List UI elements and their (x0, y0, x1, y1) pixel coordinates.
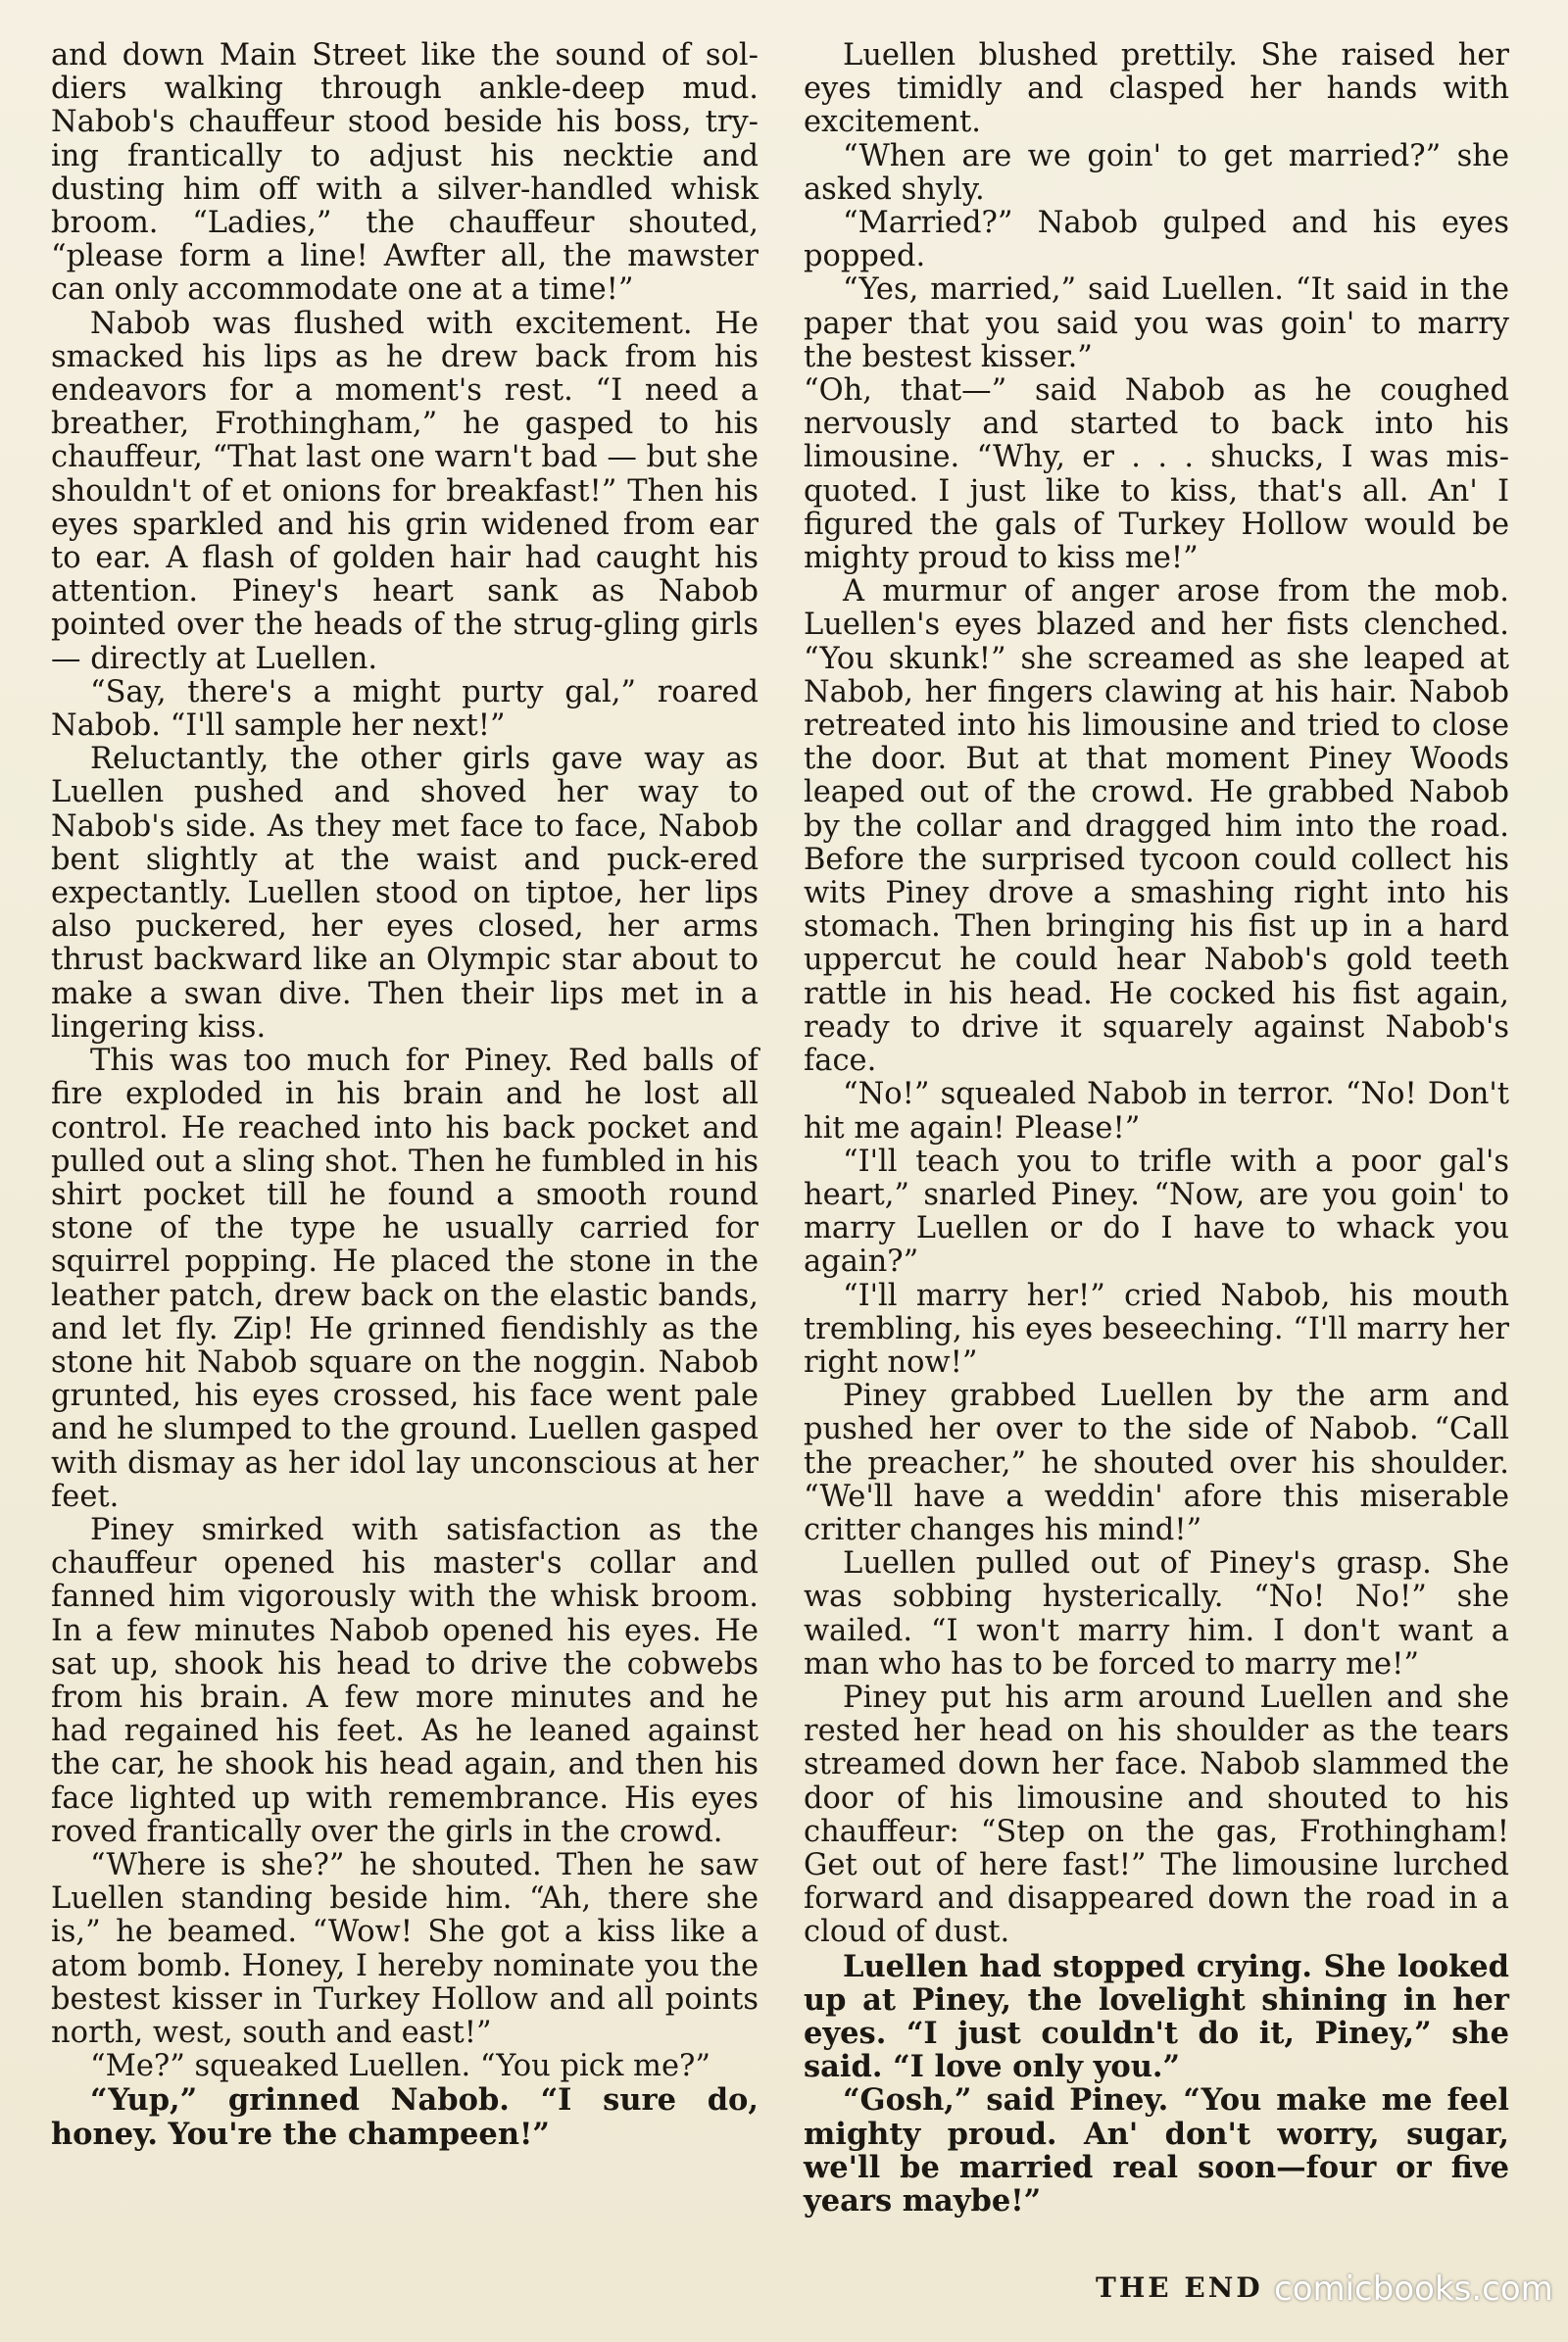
paragraph: “Oh, that—” said Nabob as he coughed nervously and started to back into his limousine. “Why, er . . . shucks, I was mis-quoted. I just like to kiss, that's all. An' I figured the gals of Turkey Hollow would be mighty proud to kiss me!” (804, 373, 1509, 576)
paragraph: “Yup,” grinned Nabob. “I sure do, honey. You're the champeen!” (51, 2082, 759, 2152)
paragraph: “Me?” squeaked Luellen. “You pick me?” (90, 2049, 710, 2084)
paragraph: “Yes, married,” said Luellen. “It said in the paper that you said you was goin' to marry the bestest kisser.” (804, 272, 1509, 374)
paragraph: “I'll teach you to trifle with a poor gal's heart,” snarled Piney. “Now, are you goin' to marry Luellen or do I have to whack you again?” (804, 1144, 1509, 1280)
paragraph: Piney put his arm around Luellen and she rested her head on his shoulder as the tears streamed down her face. Nabob slammed the door of his limousine and shouted to his chauffeur: “Step on the gas, Frothingham! Get out of here fast!” The limousine lurched forward and disappeared down the road in a cloud of dust. (804, 1680, 1509, 1950)
paragraph: Luellen had stopped crying. She looked up at Piney, the lovelight shining in her eyes. “I just couldn't do it, Piney,” she said. “I love only you.” (804, 1948, 1509, 2085)
paragraph: “I'll marry her!” cried Nabob, his mouth trembling, his eyes beseeching. “I'll marry her right now!” (804, 1278, 1509, 1380)
site-watermark: comicbooks.com (1274, 2269, 1553, 2309)
paragraph: This was too much for Piney. Red balls of fire exploded in his brain and he lost all control. He reached into his back pocket and pulled out a sling shot. Then he fumbled in his shirt pocket till he found a smooth round stone of the type he usually carried for squirrel popping. He placed the stone in the leather patch, drew back on the elastic bands, and let fly. Zip! He grinned fiendishly as the stone hit Nabob square on the noggin. Nabob grunted, his eyes crossed, his face went pale and he slumped to the ground. Luellen gasped with dismay as her idol lay unconscious at her feet. (51, 1044, 759, 1514)
the-end-label: THE END (1096, 2271, 1263, 2304)
paragraph: “No!” squealed Nabob in terror. “No! Don't hit me again! Please!” (804, 1077, 1509, 1146)
paragraph: and down Main Street like the sound of sol-diers walking through ankle-deep mud. Nabob's chauffeur stood beside his boss, try-ing frantically to adjust his necktie and dusting him off with a silver-handled whisk broom. “Ladies,” the chauffeur shouted, “please form a line! Awfter all, the mawster can only accommodate one at a time!” (51, 38, 759, 308)
paragraph: Piney smirked with satisfaction as the chauffeur opened his master's collar and fanned him vigorously with the whisk broom. In a few minutes Nabob opened his eyes. He sat up, shook his head to drive the cobwebs from his brain. A few more minutes and he had regained his feet. As he leaned against the car, he shook his head again, and then his face lighted up with remembrance. His eyes roved frantically over the girls in the crowd. (51, 1512, 759, 1849)
paragraph: Luellen blushed prettily. She raised her eyes timidly and clasped her hands with excitement. (804, 38, 1509, 140)
paragraph: Piney grabbed Luellen by the arm and pushed her over to the side of Nabob. “Call the preacher,” he shouted over his shoulder. “We'll have a weddin' afore this miserable critter changes his mind!” (804, 1379, 1509, 1547)
paragraph: “Say, there's a might purty gal,” roared Nabob. “I'll sample her next!” (51, 674, 759, 744)
paragraph: Reluctantly, the other girls gave way as Luellen pushed and shoved her way to Nabob's side. As they met face to face, Nabob bent slightly at the waist and puck-ered expectantly. Luellen stood on tiptoe, her lips also puckered, her eyes closed, her arms thrust backward like an Olympic star about to make a swan dive. Then their lips met in a lingering kiss. (51, 742, 759, 1045)
paragraph: Luellen pulled out of Piney's grasp. She was sobbing hysterically. “No! No!” she wailed. “I won't marry him. I don't want a man who has to be forced to marry me!” (804, 1546, 1509, 1682)
left-text-column (51, 39, 759, 2151)
right-text-column (804, 39, 1509, 2218)
paragraph: “When are we goin' to get married?” she asked shyly. (804, 138, 1509, 207)
paragraph: Nabob was flushed with excitement. He smacked his lips as he drew back from his endeavors for a moment's rest. “I need a breather, Frothingham,” he gasped to his chauffeur, “That last one warn't bad — but she shouldn't of et onions for breakfast!” Then his eyes sparkled and his grin widened from ear to ear. A flash of golden hair had caught his attention. Piney's heart sank as Nabob pointed over the heads of the strug-gling girls — directly at Luellen. (51, 306, 759, 676)
paragraph: “Gosh,” said Piney. “You make me feel mighty proud. An' don't worry, sugar, we'll be married real soon—four or five years maybe!” (804, 2082, 1509, 2219)
paragraph: “Married?” Nabob gulped and his eyes popped. (804, 206, 1509, 274)
paragraph: “Where is she?” he shouted. Then he saw Luellen standing beside him. “Ah, there she is,” he beamed. “Wow! She got a kiss like a atom bomb. Honey, I hereby nominate you the bestest kisser in Turkey Hollow and all points north, west, south and east!” (51, 1847, 759, 2050)
paragraph: A murmur of anger arose from the mob. Luellen's eyes blazed and her fists clenched. “You skunk!” she screamed as she leaped at Nabob, her fingers clawing at his hair. Nabob retreated into his limousine and tried to close the door. But at that moment Piney Woods leaped out of the crowd. He grabbed Nabob by the collar and dragged him into the road. Before the surprised tycoon could collect his wits Piney drove a smashing right into his stomach. Then bringing his fist up in a hard uppercut he could hear Nabob's gold teeth rattle in his head. He cocked his fist again, ready to drive it squarely against Nabob's face. (804, 574, 1509, 1079)
